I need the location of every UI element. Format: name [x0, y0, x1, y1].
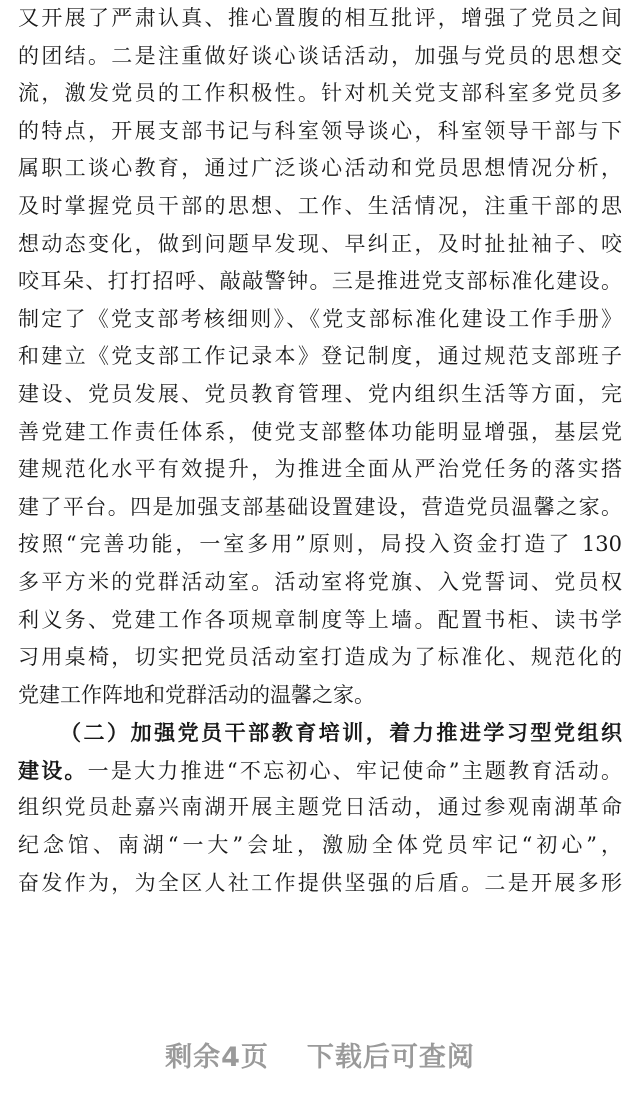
text-line: 咬耳朵、打打招呼、敲敲警钟。三是推进党支部标准化建设。	[18, 269, 622, 294]
download-prompt[interactable]	[0, 1035, 640, 1074]
text-line: 党建工作阵地和党群活动的温馨之家。	[18, 682, 375, 707]
text-line: 流，激发党员的工作积极性。针对机关党支部科室多党员多	[18, 81, 622, 106]
text-line: 想动态变化，做到问题早发现、早纠正，及时扯扯袖子、咬	[18, 231, 622, 256]
document-body	[18, 0, 622, 902]
text-line: 和建立《党支部工作记录本》登记制度，通过规范支部班子	[18, 344, 622, 369]
text-line: 习用桌椅，切实把党员活动室打造成为了标准化、规范化的	[18, 645, 622, 670]
text-line: 又开展了严肃认真、推心置腹的相互批评，增强了党员之间	[18, 6, 622, 30]
text-line: 奋发作为，为全区人社工作提供坚强的后盾。二是开展多形	[18, 870, 622, 895]
text-line	[18, 752, 622, 790]
download-to-view-label: 下载后可查阅	[306, 1042, 475, 1073]
text-line: 的团结。二是注重做好谈心谈话活动，加强与党员的思想交	[18, 43, 622, 68]
text-line: 属职工谈心教育，通过广泛谈心活动和党员思想情况分析，	[18, 156, 622, 181]
section-heading-continuation: 建设。	[18, 757, 88, 783]
remaining-pages-label: 剩余4页	[165, 1042, 269, 1073]
text-line: 的特点，开展支部书记与科室领导谈心，科室领导干部与下	[18, 118, 622, 143]
text-line: 建了平台。四是加强支部基础设置建设，营造党员温馨之家。	[18, 494, 622, 519]
text-line: 组织党员赴嘉兴南湖开展主题党日活动，通过参观南湖革命	[18, 795, 622, 820]
text-line: 建规范化水平有效提升，为推进全面从严治党任务的落实搭	[18, 457, 622, 482]
text-line: 纪念馆、南湖“一大”会址，激励全体党员牢记“初心”，	[18, 833, 622, 858]
text-span: 一是大力推进“不忘初心、牢记使命”主题教育活动。	[87, 758, 622, 783]
text-line: 按照“完善功能，一室多用”原则，局投入资金打造了 130	[18, 532, 622, 557]
text-line: 建设、党员发展、党员教育管理、党内组织生活等方面，完	[18, 381, 622, 406]
text-line: 善党建工作责任体系，使党支部整体功能明显增强，基层党	[18, 419, 622, 444]
text-line: 及时掌握党员干部的思想、工作、生活情况，注重干部的思	[18, 193, 622, 218]
text-line: 多平方米的党群活动室。活动室将党旗、入党誓词、党员权	[18, 569, 622, 594]
text-line: 利义务、党建工作各项规章制度等上墙。配置书柜、读书学	[18, 607, 622, 632]
section-heading	[18, 714, 622, 752]
text-line: 制定了《党支部考核细则》、《党支部标准化建设工作手册》	[18, 306, 622, 331]
section-heading-text: （二）加强党员干部教育培训，着力推进学习型党组织	[60, 720, 622, 746]
